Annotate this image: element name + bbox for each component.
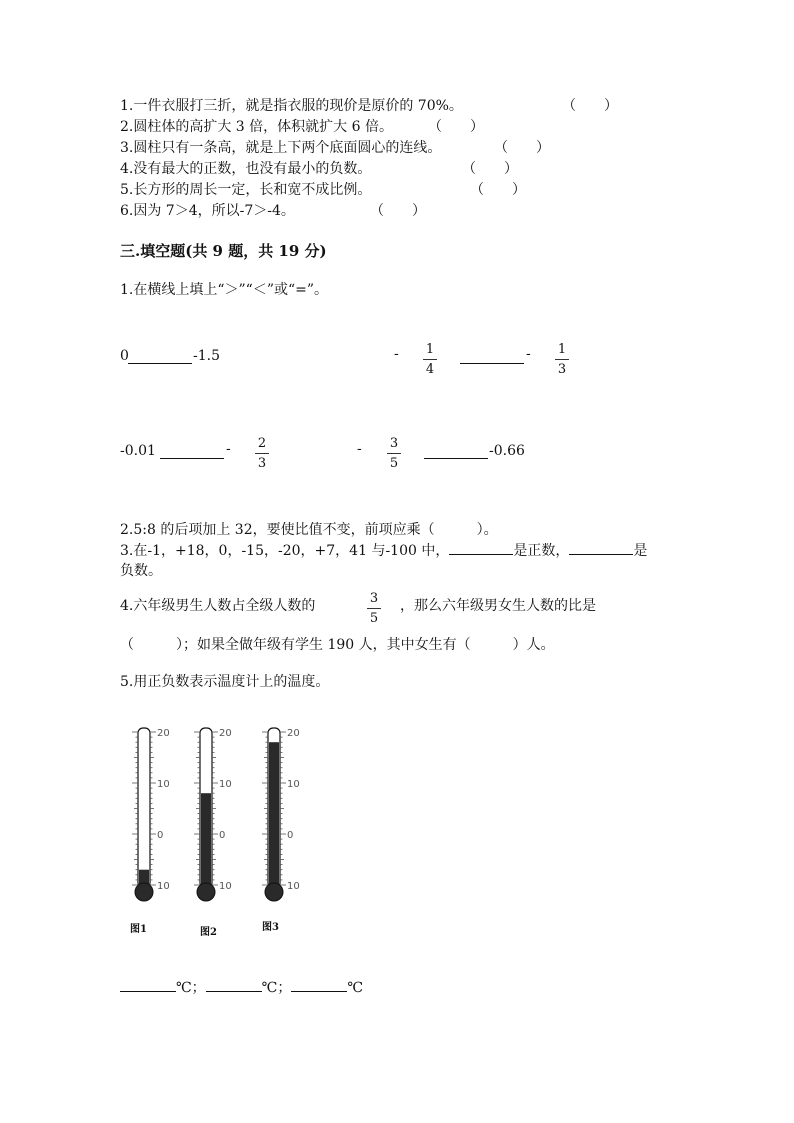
thermometer-label: 10	[157, 881, 170, 892]
q2-text: 2.5:8 的后项加上 32，要使比值不变，前项应乘（ ）。	[120, 522, 498, 538]
judge-q1-text: 1.一件衣服打三折，就是指衣服的现价是原价的 70%。	[120, 98, 463, 114]
q1-b-frac2-num: 1	[557, 342, 567, 357]
fraction-bar	[423, 359, 437, 360]
q1-d-blank[interactable]	[424, 444, 488, 459]
q1-d-right: -0.66	[489, 443, 525, 459]
thermometer-label: 20	[157, 728, 170, 739]
thermometer-1	[132, 728, 170, 901]
q3-blank-positive[interactable]	[449, 540, 513, 555]
judge-q1-paren[interactable]: （ ）	[562, 98, 618, 114]
q4-part2: ，那么六年级男女生人数的比是	[400, 598, 596, 614]
thermometer-figures	[120, 724, 340, 944]
judge-q5-text: 5.长方形的周长一定，长和宽不成比例。	[120, 182, 372, 198]
thermometer-3	[262, 728, 300, 901]
q1-b-neg1: -	[394, 346, 399, 362]
thermometer-caption-1: 图1	[130, 924, 147, 935]
q1-a-left: 0	[120, 348, 129, 364]
q1-b-blank[interactable]	[460, 349, 524, 364]
q4-frac-den: 5	[369, 611, 379, 626]
q1-c-frac-den: 3	[257, 456, 267, 471]
thermometer-tube	[138, 728, 150, 888]
answer-blank-2[interactable]	[206, 977, 262, 992]
q3-part2: 是正数，	[513, 543, 570, 559]
q1-c-left: -0.01	[120, 443, 156, 459]
judge-q3	[120, 138, 441, 158]
thermometer-label: 0	[219, 830, 226, 841]
answer-blank-3[interactable]	[291, 977, 347, 992]
q3-line1	[120, 540, 647, 561]
q1-b-neg2: -	[526, 346, 531, 362]
judge-q5	[120, 180, 371, 200]
answer-unit-2: ℃；	[261, 980, 292, 996]
q3-part3: 是	[633, 543, 648, 559]
thermometer-label: 10	[219, 779, 232, 790]
judge-q6-paren[interactable]: （ ）	[370, 203, 426, 219]
judge-q4	[120, 159, 371, 179]
q1-b-frac2-den: 3	[557, 362, 567, 377]
judge-q4-paren[interactable]: （ ）	[462, 161, 518, 177]
q1-text: 1.在横线上填上“＞”“＜”或“=”。	[120, 282, 329, 298]
q1-c-neg: -	[226, 441, 231, 457]
q1-c-blank[interactable]	[160, 444, 224, 459]
q3-part4: 负数。	[120, 563, 162, 579]
thermometer-bulb	[197, 883, 215, 901]
thermometer-caption-2: 图2	[200, 927, 217, 938]
q4-frac-num: 3	[369, 591, 379, 606]
judge-q3-text: 3.圆柱只有一条高，就是上下两个底面圆心的连线。	[120, 140, 442, 156]
q1-d-frac	[387, 436, 401, 471]
q1-b-frac2	[555, 342, 569, 377]
judge-q2	[120, 117, 393, 137]
q1-a-right: -1.5	[193, 348, 220, 364]
judge-q1	[120, 96, 463, 116]
judge-q3-paren[interactable]: （ ）	[494, 140, 550, 156]
judge-q2-paren[interactable]: （ ）	[428, 119, 484, 135]
thermometer-mercury	[269, 742, 279, 890]
judge-q4-text: 4.没有最大的正数，也没有最小的负数。	[120, 161, 372, 177]
q1-c-frac	[255, 436, 269, 471]
thermometer-label: 10	[287, 779, 300, 790]
thermometer-label: 10	[219, 881, 232, 892]
thermometer-label: 20	[219, 728, 232, 739]
q3-blank-negative[interactable]	[569, 540, 633, 555]
q4-part1: 4.六年级男生人数占全级人数的	[120, 598, 316, 614]
q1-b-frac1	[423, 342, 437, 377]
judge-q6	[120, 201, 295, 221]
q1-b-frac1-den: 4	[425, 362, 435, 377]
q5-text: 5.用正负数表示温度计上的温度。	[120, 674, 330, 690]
judge-q2-text: 2.圆柱体的高扩大 3 倍，体积就扩大 6 倍。	[120, 119, 393, 135]
thermometer-label: 0	[157, 830, 164, 841]
thermometer-mercury	[201, 793, 211, 890]
thermometer-label: 20	[287, 728, 300, 739]
q4-frac	[367, 591, 381, 626]
fraction-bar	[255, 453, 269, 454]
thermometer-label: 10	[157, 779, 170, 790]
answer-blank-1[interactable]	[120, 977, 176, 992]
q1-b-frac1-num: 1	[425, 342, 435, 357]
judge-q5-paren[interactable]: （ ）	[470, 182, 526, 198]
answer-row	[120, 977, 363, 998]
answer-unit-1: ℃；	[176, 980, 206, 996]
q4-part3: （ ）；如果全做年级有学生 190 人，其中女生有（ ）人。	[120, 637, 555, 653]
thermometer-label: 10	[287, 881, 300, 892]
judge-q6-text: 6.因为 7＞4，所以-7＞-4。	[120, 203, 295, 219]
q3-part1: 3.在-1，+18，0，-15，-20，+7，41 与-100 中，	[120, 543, 450, 559]
thermometer-bulb	[265, 883, 283, 901]
q1-a-blank[interactable]	[128, 349, 192, 364]
section3-title: 三.填空题(共 9 题，共 19 分)	[120, 242, 327, 260]
fraction-bar	[367, 608, 381, 609]
q1-d-frac-den: 5	[389, 456, 399, 471]
fraction-bar	[555, 359, 569, 360]
q1-d-frac-num: 3	[389, 436, 399, 451]
q1-c-frac-num: 2	[257, 436, 267, 451]
thermometer-bulb	[135, 883, 153, 901]
thermometer-label: 0	[287, 830, 294, 841]
fraction-bar	[387, 453, 401, 454]
thermometer-2	[194, 728, 232, 901]
q1-d-neg: -	[357, 441, 362, 457]
thermometer-caption-3: 图3	[262, 922, 279, 933]
answer-unit-3: ℃	[347, 980, 364, 996]
